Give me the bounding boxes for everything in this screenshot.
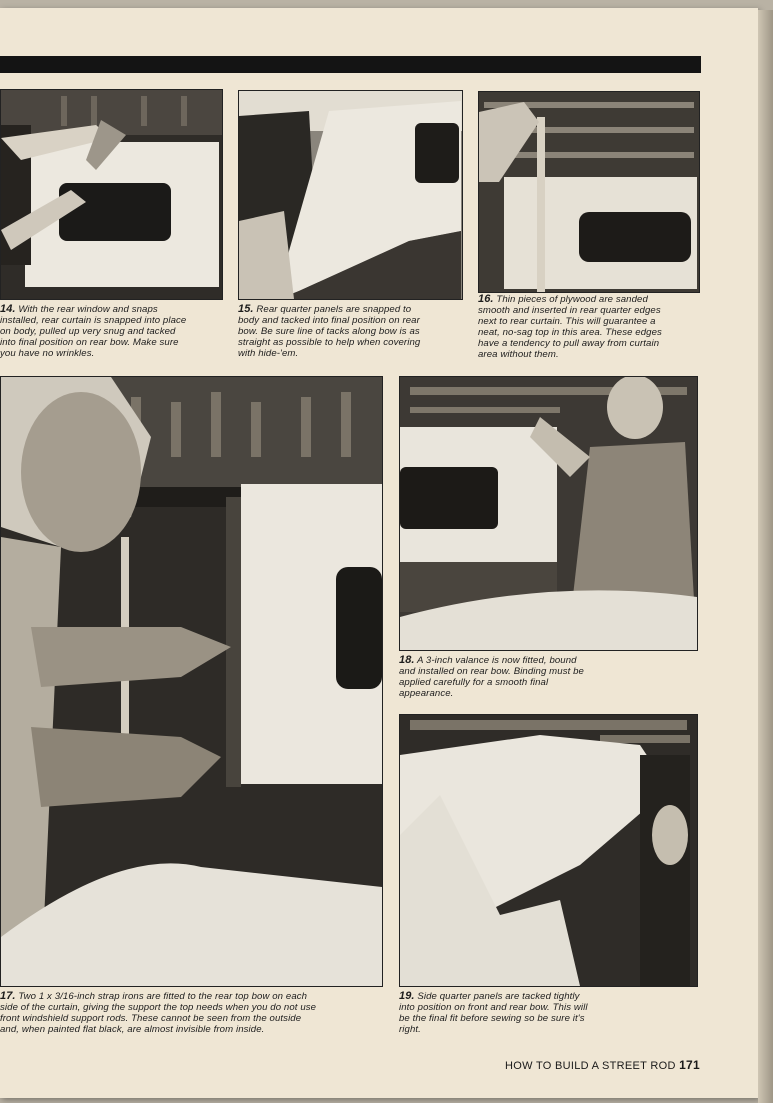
- caption-19: 19. Side quarter panels are tacked tightly into position on front and rear bow. This will be the final fit before sewing so be sure it's right.: [399, 990, 588, 1035]
- photo-15: [238, 90, 463, 300]
- caption-14: 14. With the rear window and snaps installed, rear curtain is snapped into place on body, pulled up very snug and tacked into final position on rear bow. Make sure you have no wrinkles.: [0, 303, 187, 359]
- photo-14: [0, 89, 223, 300]
- caption-16: 16. Thin pieces of plywood are sanded smooth and inserted in rear quarter edges next to rear curtain. This will guarantee a neat, no-sag top in this area. These edges have a tendency to pull away from curtain area without them.: [478, 293, 662, 360]
- page-edge: [758, 10, 773, 1103]
- publication-title: HOW TO BUILD A STREET ROD: [505, 1060, 676, 1072]
- header-rule: [0, 56, 701, 73]
- photo-16: [478, 91, 700, 293]
- photo-18: [399, 376, 698, 651]
- photo-17: [0, 376, 383, 987]
- page-number: 171: [679, 1058, 700, 1072]
- page-footer: [505, 1058, 700, 1072]
- caption-18: 18. A 3-inch valance is now fitted, bound and installed on rear bow. Binding must be applied carefully for a smooth final appearance.: [399, 654, 584, 699]
- caption-15: 15. Rear quarter panels are snapped to body and tacked into final position on rear bow. Be sure line of tacks along bow is as straight as possible to help when covering with hide-'em.: [238, 303, 421, 359]
- photo-19: [399, 714, 698, 987]
- caption-17: 17. Two 1 x 3/16-inch strap irons are fitted to the rear top bow on each side of the curtain, giving the support the top needs when you do not use front windshield support rods. These cannot be seen from the outside and, when painted flat black, are almost invisible from inside.: [0, 990, 317, 1035]
